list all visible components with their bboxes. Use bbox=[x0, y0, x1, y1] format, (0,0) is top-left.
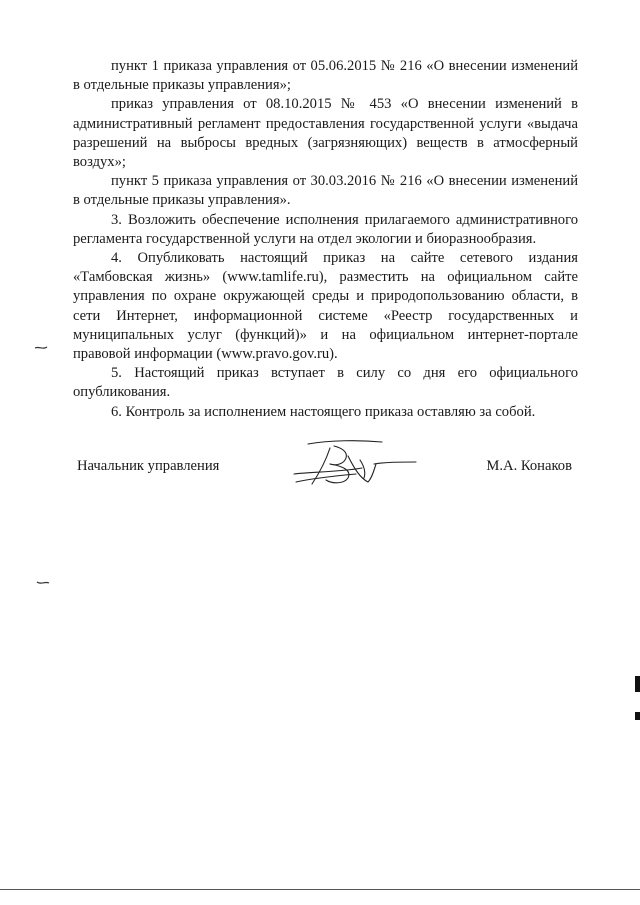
scan-edge-mark bbox=[635, 676, 640, 692]
document-body bbox=[73, 57, 578, 422]
paragraph-repealed-order-453: приказ управления от 08.10.2015 № 453 «О внесении изменений в административный регламент предоставления государственной услуги «выдача разрешений на выбросы вредных (загрязняющих) веществ в атмосферный воздух»; bbox=[73, 96, 578, 171]
signatory-title: Начальник управления bbox=[77, 458, 220, 474]
scan-artifact-mark bbox=[36, 580, 50, 586]
scan-bottom-edge bbox=[0, 889, 640, 890]
paragraph-4-publication: 4. Опубликовать настоящий приказ на сайте сетевого издания «Тамбовская жизнь» (www.tamlife.ru), разместить на официальном сайте управления по охране окружающей среды и природопользованию области, в сети Интернет, информационной системе «Реестр государственных и муниципальных услуг (функций)» и на официальном интернет-портале правовой информации (www.pravo.gov.ru). bbox=[73, 250, 578, 363]
signatory-name: М.А. Конаков bbox=[486, 458, 572, 474]
handwritten-signature bbox=[290, 438, 420, 490]
scan-artifact-mark bbox=[34, 345, 48, 351]
paragraph-5-effective-date: 5. Настоящий приказ вступает в силу со дня его официального опубликования. bbox=[73, 365, 578, 401]
paragraph-repealed-item-5: пункт 5 приказа управления от 30.03.2016 № 216 «О внесении изменений в отдельные приказы управления». bbox=[73, 173, 578, 209]
scan-edge-mark bbox=[635, 712, 640, 720]
paragraph-repealed-item-1: пункт 1 приказа управления от 05.06.2015 № 216 «О внесении изменений в отдельные приказы управления»; bbox=[73, 58, 578, 94]
paragraph-3-responsibility: 3. Возложить обеспечение исполнения прилагаемого административного регламента государственной услуги на отдел экологии и биоразнообразия. bbox=[73, 211, 578, 247]
paragraph-6-control: 6. Контроль за исполнением настоящего приказа оставляю за собой. bbox=[111, 403, 536, 420]
